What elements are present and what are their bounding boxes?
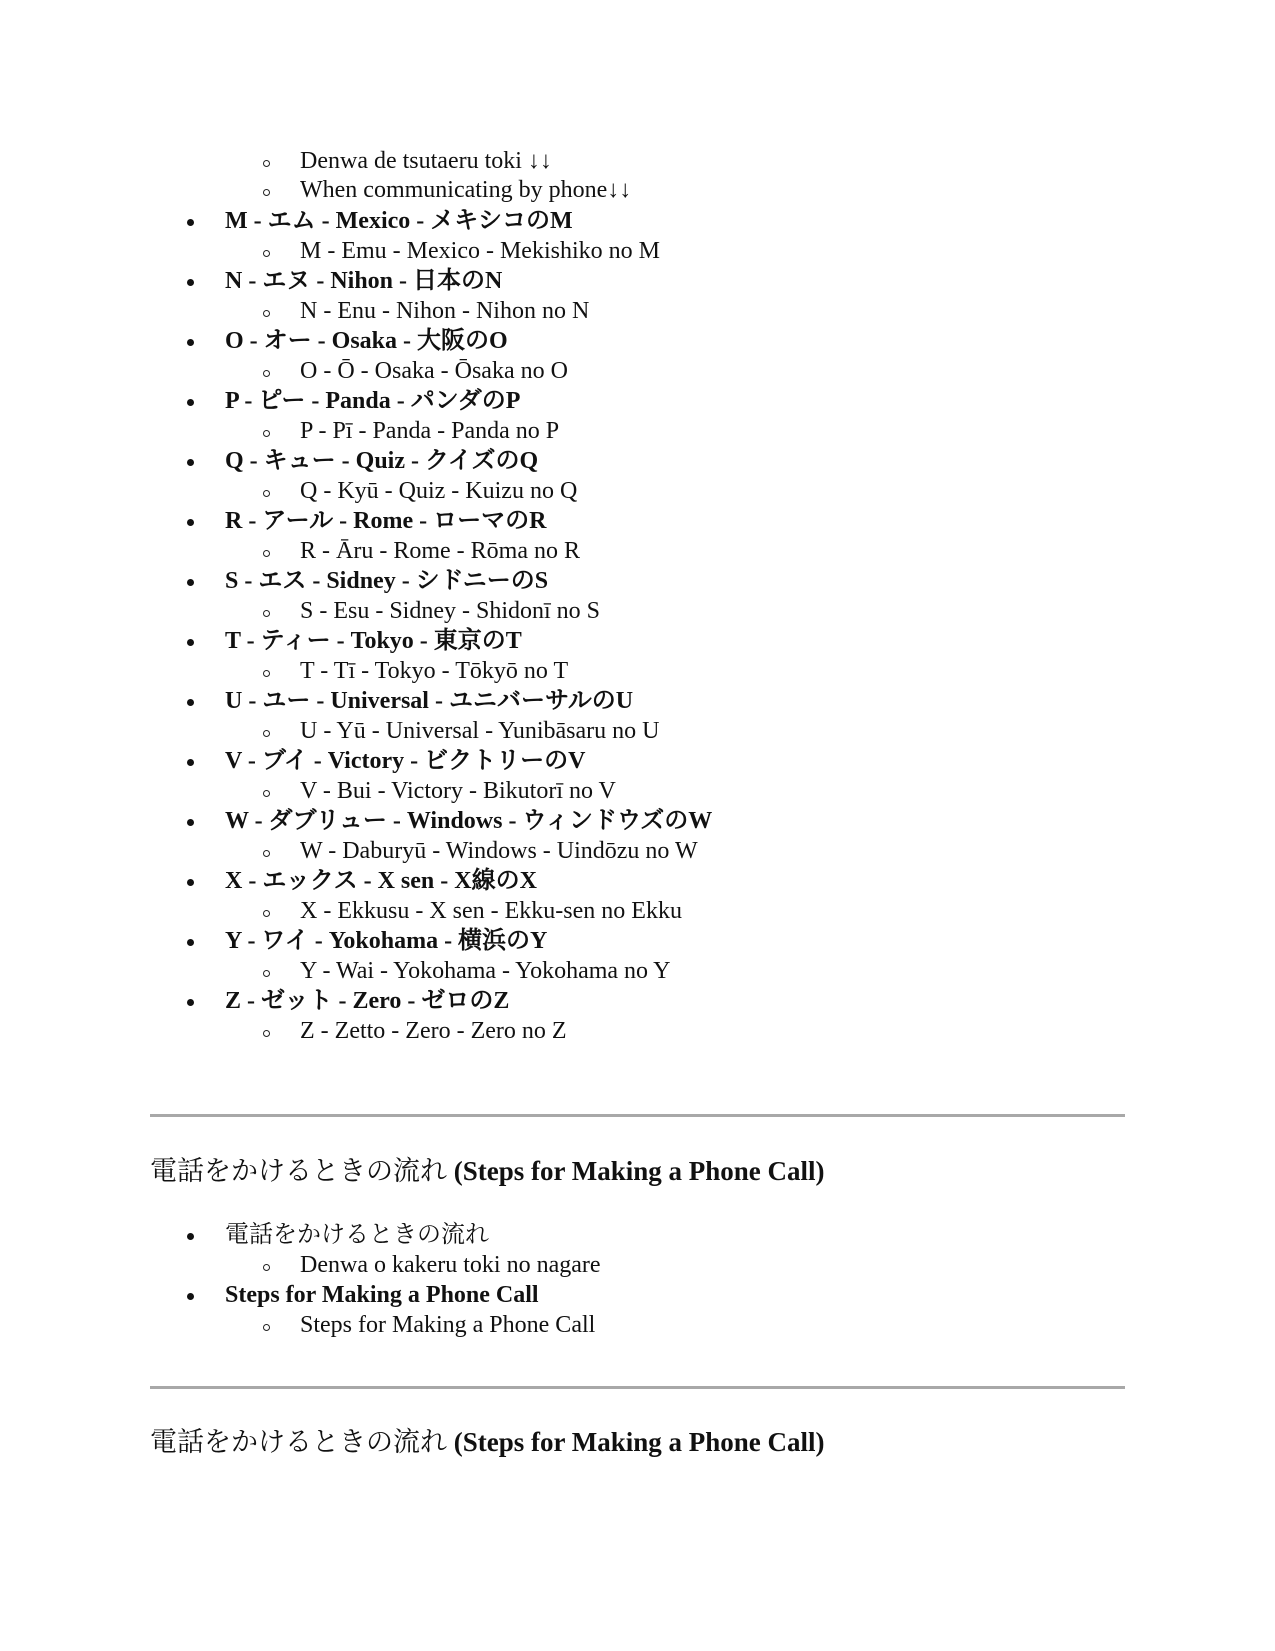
hollow-bullet-icon bbox=[263, 730, 270, 737]
list-item bbox=[0, 986, 1275, 1046]
section-heading bbox=[150, 1425, 825, 1459]
hollow-bullet-icon bbox=[263, 610, 270, 617]
item-text: P - ピー - Panda - パンダのP bbox=[225, 388, 521, 414]
list-item bbox=[0, 866, 1275, 926]
disc-bullet-icon bbox=[187, 1293, 194, 1300]
item-text: W - ダブリュー - Windows - ウィンドウズのW bbox=[225, 808, 713, 834]
list-item bbox=[0, 686, 1275, 746]
heading-japanese: 電話をかけるときの流れ bbox=[150, 1156, 447, 1186]
hollow-bullet-icon bbox=[263, 250, 270, 257]
disc-bullet-icon bbox=[187, 759, 194, 766]
hollow-bullet-icon bbox=[263, 1030, 270, 1037]
item-text: X - エックス - X sen - X線のX bbox=[225, 868, 537, 894]
disc-bullet-icon bbox=[187, 1233, 194, 1240]
disc-bullet-icon bbox=[187, 339, 194, 346]
subitem-text: O - Ō - Osaka - Ōsaka no O bbox=[300, 358, 568, 384]
hollow-bullet-icon bbox=[263, 550, 270, 557]
hollow-bullet-icon bbox=[263, 430, 270, 437]
item-text: T - ティー - Tokyo - 東京のT bbox=[225, 628, 522, 654]
subitem-text: U - Yū - Universal - Yunibāsaru no U bbox=[300, 718, 660, 744]
list-item bbox=[0, 386, 1275, 446]
item-text: U - ユー - Universal - ユニバーサルのU bbox=[225, 688, 634, 714]
subitem-text: P - Pī - Panda - Panda no P bbox=[300, 418, 560, 444]
list-item bbox=[0, 446, 1275, 506]
list-item bbox=[0, 266, 1275, 326]
disc-bullet-icon bbox=[187, 579, 194, 586]
item-text: S - エス - Sidney - シドニーのS bbox=[225, 568, 549, 594]
hollow-bullet-icon bbox=[263, 1324, 270, 1331]
heading-english: (Steps for Making a Phone Call) bbox=[447, 1427, 825, 1457]
disc-bullet-icon bbox=[187, 279, 194, 286]
phonetic-alphabet-list bbox=[0, 206, 1275, 1046]
horizontal-rule bbox=[150, 1386, 1125, 1389]
disc-bullet-icon bbox=[187, 459, 194, 466]
item-text: 電話をかけるときの流れ bbox=[225, 1222, 489, 1248]
disc-bullet-icon bbox=[187, 879, 194, 886]
subitem-text: Z - Zetto - Zero - Zero no Z bbox=[300, 1018, 567, 1044]
disc-bullet-icon bbox=[187, 999, 194, 1006]
subitem-text: Denwa de tsutaeru toki ↓↓ bbox=[300, 148, 552, 174]
subitem-text: M - Emu - Mexico - Mekishiko no M bbox=[300, 238, 660, 264]
item-text: M - エム - Mexico - メキシコのM bbox=[225, 208, 573, 234]
item-text: V - ブイ - Victory - ビクトリーのV bbox=[225, 748, 586, 774]
disc-bullet-icon bbox=[187, 639, 194, 646]
subitem-text: W - Daburyū - Windows - Uindōzu no W bbox=[300, 838, 698, 864]
subitem-text: T - Tī - Tokyo - Tōkyō no T bbox=[300, 658, 569, 684]
list-item bbox=[0, 926, 1275, 986]
heading-japanese: 電話をかけるときの流れ bbox=[150, 1427, 447, 1457]
subitem-text: Q - Kyū - Quiz - Kuizu no Q bbox=[300, 478, 578, 504]
hollow-bullet-icon bbox=[263, 1264, 270, 1271]
list-item bbox=[0, 806, 1275, 866]
list-item bbox=[0, 206, 1275, 266]
hollow-bullet-icon bbox=[263, 850, 270, 857]
list-item bbox=[0, 1280, 1275, 1340]
horizontal-rule bbox=[150, 1114, 1125, 1117]
subitem-text: Denwa o kakeru toki no nagare bbox=[300, 1252, 601, 1278]
section-heading bbox=[150, 1154, 825, 1188]
hollow-bullet-icon bbox=[263, 490, 270, 497]
list-item bbox=[0, 626, 1275, 686]
list-item bbox=[0, 506, 1275, 566]
disc-bullet-icon bbox=[187, 219, 194, 226]
item-text: Steps for Making a Phone Call bbox=[225, 1282, 539, 1308]
heading-english: (Steps for Making a Phone Call) bbox=[447, 1156, 825, 1186]
subitem-text: R - Āru - Rome - Rōma no R bbox=[300, 538, 580, 564]
item-text: O - オー - Osaka - 大阪のO bbox=[225, 328, 508, 354]
disc-bullet-icon bbox=[187, 519, 194, 526]
list-item bbox=[0, 746, 1275, 806]
list-subitem bbox=[0, 147, 1275, 176]
subitem-text: Y - Wai - Yokohama - Yokohama no Y bbox=[300, 958, 671, 984]
subitem-text: V - Bui - Victory - Bikutorī no V bbox=[300, 778, 616, 804]
hollow-bullet-icon bbox=[263, 970, 270, 977]
hollow-bullet-icon bbox=[263, 310, 270, 317]
subitem-text: N - Enu - Nihon - Nihon no N bbox=[300, 298, 590, 324]
hollow-bullet-icon bbox=[263, 370, 270, 377]
subitem-text: When communicating by phone↓↓ bbox=[300, 177, 632, 203]
subitem-text: X - Ekkusu - X sen - Ekku-sen no Ekku bbox=[300, 898, 682, 924]
item-text: Y - ワイ - Yokohama - 横浜のY bbox=[225, 928, 548, 954]
hollow-bullet-icon bbox=[263, 670, 270, 677]
disc-bullet-icon bbox=[187, 399, 194, 406]
list-item bbox=[0, 566, 1275, 626]
hollow-bullet-icon bbox=[263, 189, 270, 196]
subitem-text: Steps for Making a Phone Call bbox=[300, 1312, 596, 1338]
hollow-bullet-icon bbox=[263, 790, 270, 797]
item-text: Z - ゼット - Zero - ゼロのZ bbox=[225, 988, 510, 1014]
list-subitem bbox=[0, 176, 1275, 205]
item-text: Q - キュー - Quiz - クイズのQ bbox=[225, 448, 539, 474]
disc-bullet-icon bbox=[187, 819, 194, 826]
hollow-bullet-icon bbox=[263, 910, 270, 917]
hollow-bullet-icon bbox=[263, 160, 270, 167]
list-item bbox=[0, 1220, 1275, 1280]
steps-list bbox=[0, 1220, 1275, 1340]
list-item bbox=[0, 326, 1275, 386]
disc-bullet-icon bbox=[187, 939, 194, 946]
item-text: N - エヌ - Nihon - 日本のN bbox=[225, 268, 503, 294]
item-text: R - アール - Rome - ローマのR bbox=[225, 508, 547, 534]
disc-bullet-icon bbox=[187, 699, 194, 706]
intro-list bbox=[0, 147, 1275, 205]
subitem-text: S - Esu - Sidney - Shidonī no S bbox=[300, 598, 601, 624]
